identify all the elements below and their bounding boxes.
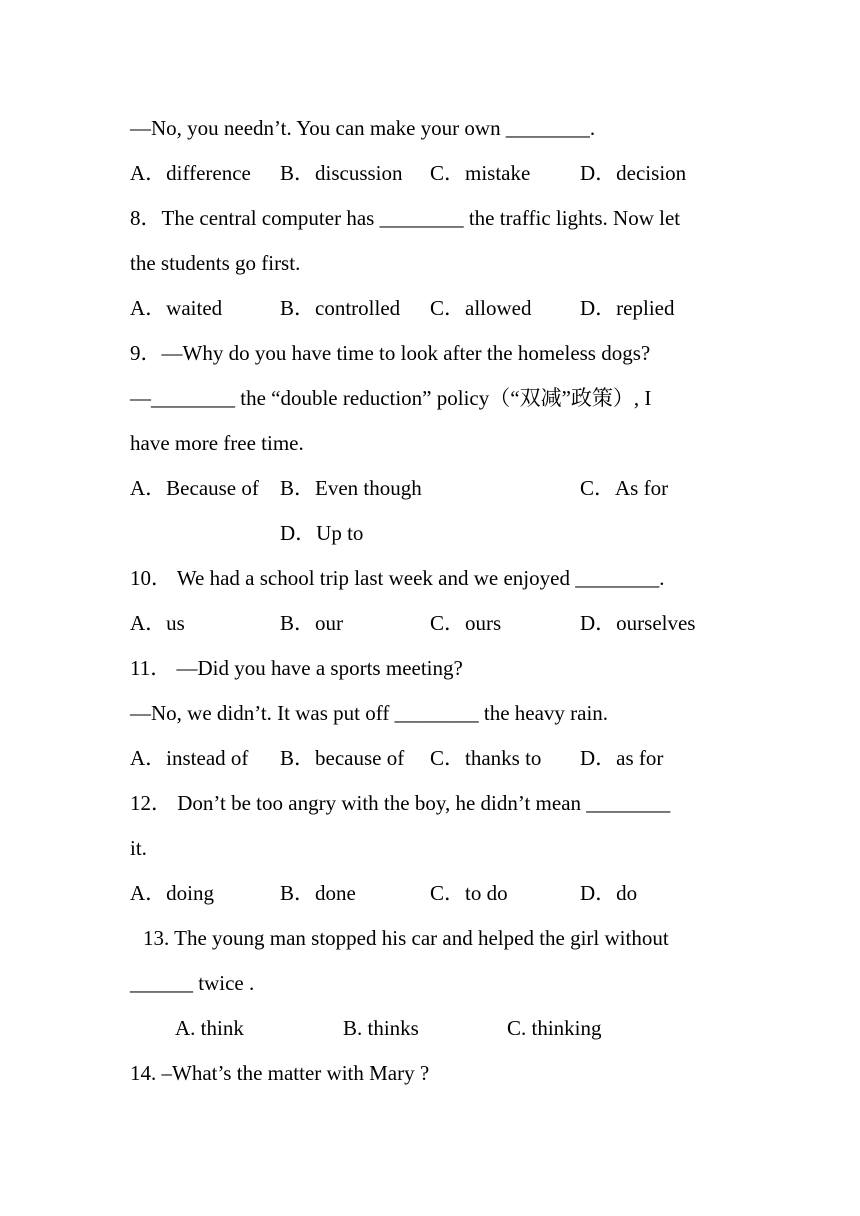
q10-option-d: D．ourselves <box>580 611 696 635</box>
q11-stem-line-2: —No, we didn’t. It was put off ________ the heavy rain. <box>130 701 609 725</box>
q10-options <box>130 608 750 638</box>
q7-option-b: B．discussion <box>280 161 403 185</box>
q7-option-d: D．decision <box>580 161 687 185</box>
q8-stem-line-2: the students go first. <box>130 251 301 275</box>
q10-option-b: B．our <box>280 611 343 635</box>
q13-option-c: C. thinking <box>507 1016 602 1040</box>
q9-option-d: D．Up to <box>280 521 364 545</box>
q9-stem-line-1: 9．—Why do you have time to look after the homeless dogs? <box>130 341 651 365</box>
q11-option-b: B．because of <box>280 746 405 770</box>
q8-option-b: B．controlled <box>280 296 401 320</box>
q9-option-b: B．Even though <box>280 476 422 500</box>
q8-options <box>130 293 750 323</box>
q7-answer-line: —No, you needn’t. You can make your own ________. <box>130 116 596 140</box>
q13-option-b: B. thinks <box>343 1016 419 1040</box>
q13-options <box>130 1013 750 1043</box>
q11-stem-line-1: 11． —Did you have a sports meeting? <box>130 656 463 680</box>
q8-option-a: A．waited <box>130 296 223 320</box>
q9-options-row-2 <box>130 518 750 548</box>
q12-option-d: D．do <box>580 881 638 905</box>
q9-options-row-1 <box>130 473 750 503</box>
q7-option-a: A．difference <box>130 161 251 185</box>
q12-options <box>130 878 750 908</box>
q9-option-a: A．Because of <box>130 476 259 500</box>
q11-options <box>130 743 750 773</box>
q13-stem-line-2: ______ twice . <box>130 971 255 995</box>
q14-stem: 14. –What’s the matter with Mary ? <box>130 1061 430 1085</box>
q8-stem-line-1: 8．The central computer has ________ the traffic lights. Now let <box>130 206 681 230</box>
q10-stem: 10． We had a school trip last week and we enjoyed ________. <box>130 566 665 590</box>
q12-stem-line-1: 12． Don’t be too angry with the boy, he didn’t mean ________ <box>130 791 671 815</box>
q12-option-c: C．to do <box>430 881 508 905</box>
q11-option-c: C．thanks to <box>430 746 542 770</box>
q12-option-b: B．done <box>280 881 356 905</box>
q12-option-a: A．doing <box>130 881 214 905</box>
q7-options <box>130 158 750 188</box>
q13-option-a: A. think <box>175 1016 244 1040</box>
q9-stem-line-2: —________ the “double reduction” policy（“双减”政策）, I <box>130 386 652 410</box>
q8-option-d: D．replied <box>580 296 675 320</box>
q8-option-c: C．allowed <box>430 296 532 320</box>
q10-option-a: A．us <box>130 611 185 635</box>
q10-option-c: C．ours <box>430 611 502 635</box>
q9-option-c: C．As for <box>580 476 669 500</box>
q13-stem-line-1: 13. The young man stopped his car and helped the girl without <box>143 926 669 950</box>
q12-stem-line-2: it. <box>130 836 147 860</box>
q7-option-c: C．mistake <box>430 161 531 185</box>
q9-stem-line-3: have more free time. <box>130 431 304 455</box>
q11-option-d: D．as for <box>580 746 664 770</box>
q11-option-a: A．instead of <box>130 746 249 770</box>
